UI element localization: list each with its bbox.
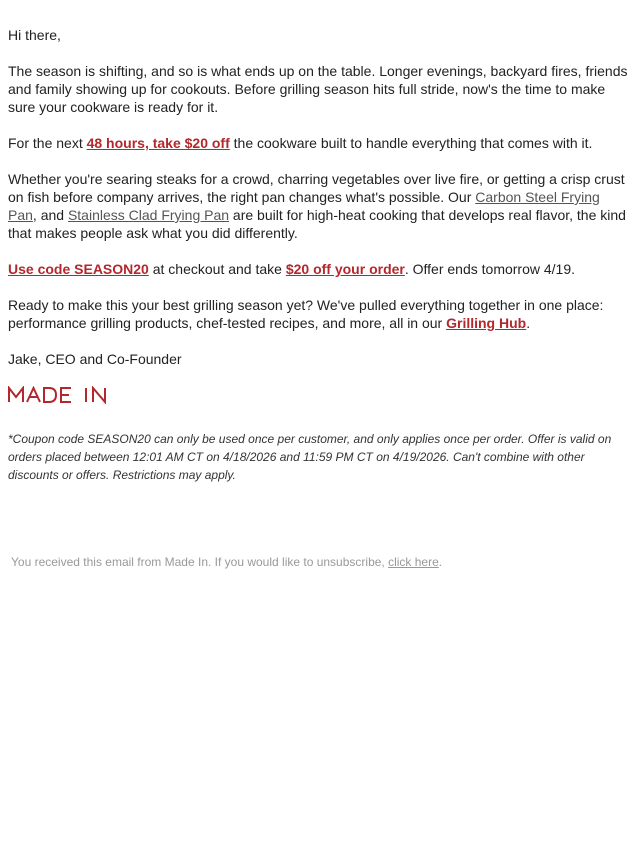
offer-paragraph [8, 134, 632, 152]
carbon-steel-pan-link[interactable]: Carbon Steel Frying Pan [8, 189, 600, 223]
grilling-hub-paragraph [8, 296, 632, 332]
coupon-text-mid: at checkout and take [148, 261, 286, 277]
footer-text: You received this email from Made In. If you would like to unsubscribe, [11, 555, 389, 569]
signoff: Jake, CEO and Co-Founder [8, 351, 182, 367]
offer-link[interactable]: 48 hours, take $20 off [86, 135, 230, 151]
made-in-logo[interactable] [8, 386, 632, 404]
offer-text-pre: For the next [8, 135, 87, 151]
discount-link[interactable]: $20 off your order [285, 261, 405, 277]
email-body [8, 26, 632, 484]
intro-paragraph: The season is shifting, and so is what ends up on the table. Longer evenings, backyard fires, friends and family showing up for cookouts. Before grilling season hits full stride, now's the time to make sure your cookware is ready for it. [8, 63, 628, 115]
products-paragraph [8, 170, 632, 242]
hub-text-post: . [526, 315, 531, 331]
coupon-disclaimer: *Coupon code SEASON20 can only be used once per customer, and only applies once per order. Offer is valid on orders placed between 12:01 AM CT on 4/18/2026 and 11:59 PM CT on 4/19/2026. Can't combine with other discounts or offers. Restrictions may apply. [8, 432, 612, 482]
coupon-text-post: . Offer ends tomorrow 4/19. [404, 261, 576, 277]
footer-period: . [438, 555, 443, 569]
products-text-mid: , and [32, 207, 68, 223]
offer-text-post: the cookware built to handle everything that comes with it. [229, 135, 593, 151]
email-footer [11, 554, 442, 570]
products-text-pre: Whether you're searing steaks for a crowd, charring vegetables over live fire, or getting a crisp crust on fish before company arrives, the right pan changes what's possible. Our [8, 171, 625, 205]
stainless-clad-pan-link[interactable]: Stainless Clad Frying Pan [67, 207, 230, 223]
unsubscribe-link[interactable]: click here [388, 555, 439, 569]
greeting: Hi there, [8, 27, 61, 43]
coupon-code-link[interactable]: Use code SEASON20 [8, 261, 149, 277]
products-text-post: are built for high-heat cooking that develops real flavor, the kind that makes people ask what you did differently. [8, 207, 626, 241]
hub-text-pre: Ready to make this your best grilling season yet? We've pulled everything together in one place: performance grilling products, chef-tested recipes, and more, all in our [8, 297, 604, 331]
grilling-hub-link[interactable]: Grilling Hub [446, 315, 527, 331]
made-in-logo-svg [8, 386, 108, 404]
coupon-paragraph [8, 260, 632, 278]
